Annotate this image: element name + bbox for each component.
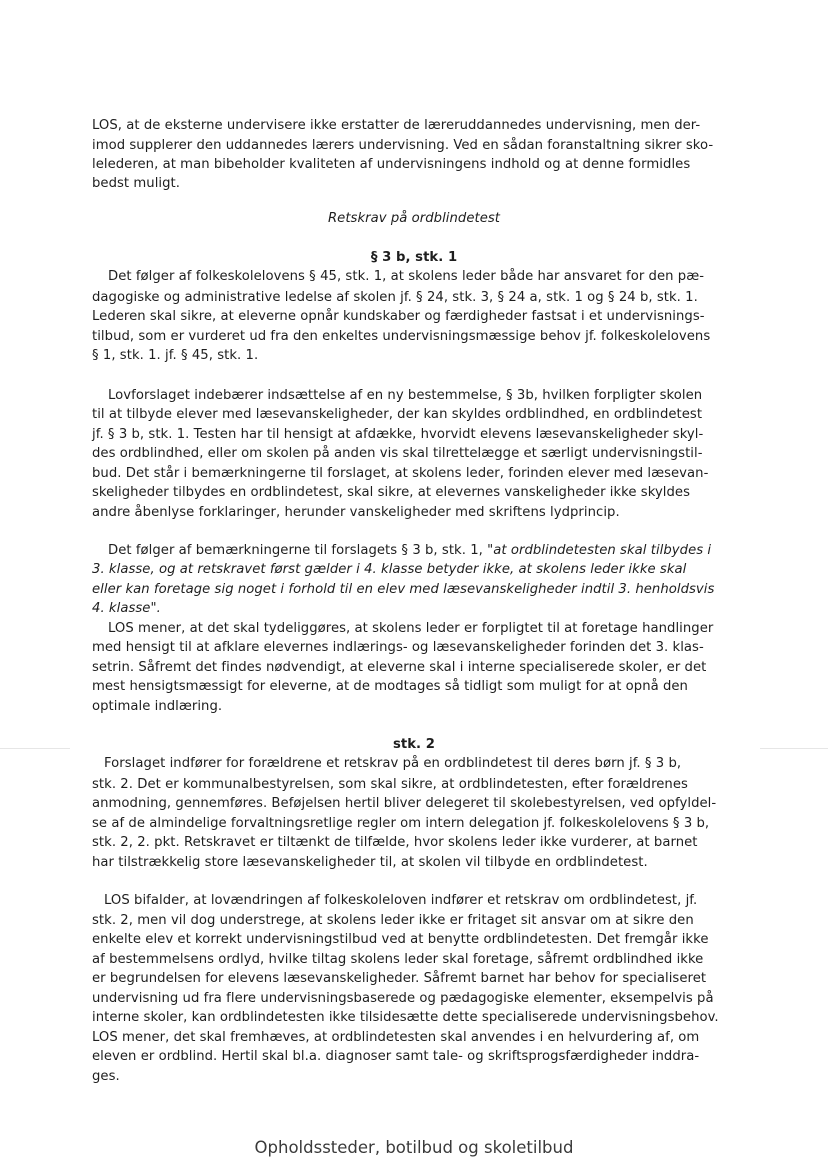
- quote-text: "at ordblindetesten skal tilbydes i: [487, 543, 712, 558]
- paragraph-line: enkelte elev et korrekt undervisningstilbud ved at benytte ordblindetesten. Det fremgår ikke: [92, 932, 709, 947]
- paragraph-line: skeligheder tilbydes en ordblindetest, skal sikre, at elevernes vanskeligheder ikke skyldes: [92, 485, 691, 500]
- subsection-heading: § 3 b, stk. 1: [370, 250, 458, 265]
- paragraph-line: Det følger af folkeskolelovens § 45, stk. 1, at skolens leder både har ansvaret for den pæ-: [108, 269, 705, 284]
- intro-line: lelederen, at man bibeholder kvaliteten af undervisningens indhold og at denne formidles: [92, 157, 691, 172]
- paragraph-line: har tilstrækkelig store læsevanskeligheder til, at skolen vil tilbyde en ordblindetest.: [92, 855, 648, 870]
- paragraph-line: til at tilbyde elever med læsevanskeligheder, der kan skyldes ordblindhed, en ordblindetest: [92, 407, 703, 422]
- quote-line: 3. klasse, og at retskravet først gælder i 4. klasse betyder ikke, at skolens leder ikke skal: [92, 562, 687, 577]
- paragraph-line: stk. 2. Det er kommunalbestyrelsen, som skal sikre, at ordblindetesten, efter forældrenes: [92, 777, 688, 792]
- subsection-heading: stk. 2: [392, 737, 435, 752]
- paragraph-line: LOS bifalder, at lovændringen af folkeskoleloven indfører et retskrav om ordblindetest, jf.: [104, 893, 698, 908]
- paragraph-line: Lovforslaget indebærer indsættelse af en ny bestemmelse, § 3b, hvilken forpligter skolen: [108, 388, 703, 403]
- paragraph-line: se af de almindelige forvaltningsretlige regler om intern delegation jf. folkeskolelovens § 3 b,: [92, 816, 710, 831]
- paragraph-line: § 1, stk. 1. jf. § 45, stk. 1.: [92, 348, 259, 363]
- paragraph-line: optimale indlæring.: [92, 699, 223, 714]
- quote-line: 4. klasse".: [92, 601, 161, 616]
- paragraph-line: jf. § 3 b, stk. 1. Testen har til hensigt at afdække, hvorvidt elevens læsevanskeligheder skyl-: [92, 427, 704, 442]
- paragraph-line: ges.: [92, 1069, 120, 1084]
- intro-line: imod supplerer den uddannedes lærers undervisning. Ved en sådan foranstaltning sikrer sko-: [92, 138, 714, 153]
- paragraph-text: Det følger af bemærkningerne til forslagets § 3 b, stk. 1,: [108, 543, 488, 558]
- paragraph-line: Lederen skal sikre, at eleverne opnår kundskaber og færdigheder fastsat i et undervisnings-: [92, 309, 705, 324]
- section-heading: Retskrav på ordblindetest: [327, 211, 501, 226]
- paragraph-line: anmodning, gennemføres. Beføjelsen hertil bliver delegeret til skolebestyrelsen, ved opfyldel-: [92, 796, 717, 811]
- paragraph-line: des ordblindhed, eller om skolen på anden vis skal tilrettelægge et særligt undervisningstil-: [92, 446, 703, 461]
- page-footer: Opholdssteder, botilbud og skoletilbud: [254, 1138, 574, 1157]
- paragraph-line: undervisning ud fra flere undervisningsbaserede og pædagogiske elementer, eksempelvis på: [92, 991, 714, 1006]
- paragraph-line: Forslaget indfører for forældrene et retskrav på en ordblindetest til deres børn jf. § 3 b,: [104, 756, 682, 771]
- paragraph-line: med hensigt til at afklare elevernes indlærings- og læsevanskeligheder forinden det 3. klas-: [92, 640, 704, 655]
- intro-line: bedst muligt.: [92, 176, 181, 191]
- intro-line: LOS, at de eksterne undervisere ikke erstatter de læreruddannedes undervisning, men der-: [92, 118, 701, 133]
- paragraph-line: LOS mener, at det skal tydeliggøres, at skolens leder er forpligtet til at foretage handlinger: [108, 621, 714, 636]
- paragraph-line: stk. 2, 2. pkt. Retskravet er tiltænkt de tilfælde, hvor skolens leder ikke vurderer, at barnet: [92, 835, 698, 850]
- paragraph-line: eleven er ordblind. Hertil skal bl.a. diagnoser samt tale- og skriftsprogsfærdigheder inddra-: [92, 1049, 700, 1064]
- paragraph-line: dagogiske og administrative ledelse af skolen jf. § 24, stk. 3, § 24 a, stk. 1 og § 24 b, stk. 1.: [92, 290, 698, 305]
- paragraph-line: af bestemmelsens ordlyd, hvilke tiltag skolens leder skal foretage, såfremt ordblindhed ikke: [92, 952, 704, 967]
- paragraph-line: tilbud, som er vurderet ud fra den enkeltes undervisningsmæssige behov jf. folkeskolelovens: [92, 329, 711, 344]
- paragraph-line: stk. 2, men vil dog understrege, at skolens leder ikke er fritaget sit ansvar om at sikre den: [92, 913, 694, 928]
- paragraph-line: setrin. Såfremt det findes nødvendigt, at eleverne skal i interne specialiserede skoler, er det: [92, 660, 707, 675]
- paragraph-line: LOS mener, det skal fremhæves, at ordblindetesten skal anvendes i en helvurdering af, om: [92, 1030, 700, 1045]
- paragraph-line: er begrundelsen for elevens læsevanskeligheder. Såfremt barnet har behov for specialiseret: [92, 971, 707, 986]
- paragraph-line: andre åbenlyse forklaringer, herunder vanskeligheder med skriftens lydprincip.: [92, 505, 620, 520]
- paragraph-line: mest hensigtsmæssigt for eleverne, at de modtages så tidligt som muligt for at opnå den: [92, 679, 688, 694]
- paragraph-line: interne skoler, kan ordblindetesten ikke tilsidesætte dette specialiserede undervisningsbehov.: [92, 1010, 719, 1025]
- paragraph-line: [108, 541, 711, 561]
- paragraph-line: bud. Det står i bemærkningerne til forslaget, at skolens leder, forinden elever med læsevan-: [92, 466, 709, 481]
- quote-line: eller kan foretage sig noget i forhold til en elev med læsevanskeligheder indtil 3. henholdsvis: [92, 582, 715, 597]
